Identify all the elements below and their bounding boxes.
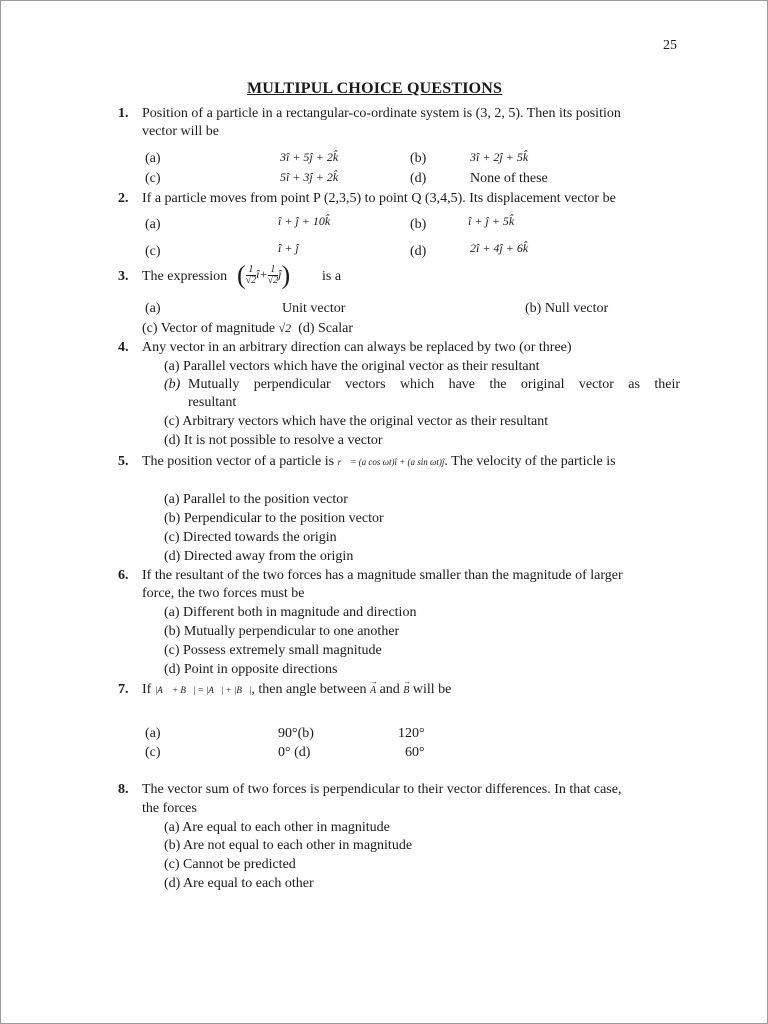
- option-value: 2î + 4ĵ + 6k̂: [470, 241, 529, 255]
- fraction-denominator: √2: [245, 274, 257, 286]
- option-text: (d) Scalar: [298, 321, 353, 336]
- option-label: (a): [145, 217, 161, 232]
- option-value: (b) Null vector: [525, 301, 609, 316]
- question-text: Position of a particle in a rectangular-co-ordinate system is (3, 2, 5). Then its position: [142, 106, 621, 121]
- option-value: 90°(b): [278, 726, 314, 741]
- question-line: [142, 453, 616, 471]
- option-text: (a) Are equal to each other in magnitude: [164, 820, 390, 835]
- option-label: (c): [145, 745, 161, 760]
- question-number: 7.: [118, 682, 129, 697]
- option-label-text: (b): [164, 377, 181, 392]
- option-value: 3î + 2ĵ + 5k̂: [470, 150, 529, 164]
- option-text: (c) Directed towards the origin: [164, 530, 337, 545]
- question-number: 6.: [118, 568, 129, 583]
- question-text: If: [142, 682, 152, 697]
- option-text: (b) Mutually perpendicular to one another: [164, 624, 400, 639]
- question-text: The expression: [142, 269, 228, 284]
- vector-a: → A: [370, 682, 376, 699]
- option-text: (a) Parallel vectors which have the original vector as their resultant: [164, 359, 540, 374]
- option-label: (c): [145, 244, 161, 259]
- question-number: 2.: [118, 191, 129, 206]
- page-number: 25: [663, 38, 677, 53]
- position-vector-formula: r⃗ = (a cos ωt)î + (a sin ωt)ĵ: [337, 457, 445, 467]
- question-text: will be: [412, 682, 452, 697]
- question-text: force, the two forces must be: [142, 586, 305, 601]
- page-title: MULTIPUL CHOICE QUESTIONS: [247, 80, 503, 97]
- question-number: 3.: [118, 269, 129, 284]
- question-text: The vector sum of two forces is perpendicular to their vector differences. In that case,: [142, 782, 622, 797]
- option-value: Unit vector: [282, 301, 346, 316]
- question-text: If a particle moves from point P (2,3,5) to point Q (3,4,5). Its displacement vector be: [142, 191, 616, 206]
- question-number: 5.: [118, 454, 129, 469]
- question-line: [142, 681, 451, 699]
- option-text: (d) Are equal to each other: [164, 876, 314, 891]
- option-value: 0° (d): [278, 745, 311, 760]
- option-text: (b) Are not equal to each other in magnitude: [164, 838, 413, 853]
- option-text: (a) Different both in magnitude and direction: [164, 605, 417, 620]
- option-label: (b): [410, 151, 427, 166]
- option-text: (d) Point in opposite directions: [164, 662, 338, 677]
- option-value: î + ĵ: [278, 241, 299, 255]
- option-value: 3î + 5ĵ + 2k̂: [280, 150, 339, 164]
- option-text: resultant: [188, 395, 237, 410]
- option-value: 120°: [398, 726, 425, 741]
- option-text: (b) Perpendicular to the position vector: [164, 511, 384, 526]
- option-value: 5î + 3ĵ + 2k̂: [280, 170, 339, 184]
- option-label: (b): [410, 217, 427, 232]
- option-value: î + ĵ + 5k̂: [468, 214, 515, 228]
- question-text: and: [379, 682, 400, 697]
- option-label: (a): [145, 726, 161, 741]
- question-text: If the resultant of the two forces has a magnitude smaller than the magnitude of larger: [142, 568, 623, 583]
- option-text: (d) Directed away from the origin: [164, 549, 354, 564]
- option-label: [164, 376, 180, 393]
- expression: ( $\frac{1}{√2}$ î+ $\frac{1}{√2}$ ĵ): [237, 260, 291, 290]
- question-text: Any vector in an arbitrary direction can always be replaced by two (or three): [142, 340, 572, 355]
- question-number: 8.: [118, 782, 129, 797]
- option-text: (c) Arbitrary vectors which have the original vector as their resultant: [164, 414, 549, 429]
- option-label: (d): [410, 244, 427, 259]
- plus-sign: +: [259, 267, 268, 281]
- option-value: 60°: [405, 745, 425, 760]
- option-text: Mutually perpendicular vectors which have the original vector as their: [188, 377, 680, 392]
- question-text: , then angle between: [251, 682, 367, 697]
- option-line: [142, 320, 353, 337]
- option-value: None of these: [470, 171, 548, 186]
- unit-j: ĵ: [278, 267, 282, 281]
- option-text: (d) It is not possible to resolve a vector: [164, 433, 383, 448]
- root-value: √2: [278, 321, 292, 335]
- question-text: vector will be: [142, 124, 219, 139]
- option-label: (d): [410, 171, 427, 186]
- option-label: (c): [145, 171, 161, 186]
- question-text: The position vector of a particle is: [142, 454, 335, 469]
- option-text: (c) Vector of magnitude: [142, 321, 276, 336]
- question-text: the forces: [142, 801, 197, 816]
- vector-b: → B: [403, 682, 409, 699]
- option-text: (a) Parallel to the position vector: [164, 492, 348, 507]
- fraction-numerator: 1: [246, 265, 257, 276]
- option-text: (c) Possess extremely small magnitude: [164, 643, 382, 658]
- question-number: 4.: [118, 340, 129, 355]
- fraction-numerator: 1: [268, 265, 279, 276]
- unit-i: î: [256, 267, 260, 281]
- option-value: î + ĵ + 10k̂: [278, 214, 331, 228]
- magnitude-equation: |A⃗ + B⃗| = |A⃗| + |B⃗|: [154, 685, 252, 695]
- question-number: 1.: [118, 106, 129, 121]
- option-label: (a): [145, 151, 161, 166]
- option-label: (a): [145, 301, 161, 316]
- question-text: is a: [322, 269, 342, 284]
- question-text: . The velocity of the particle is: [444, 454, 616, 469]
- option-text: (c) Cannot be predicted: [164, 857, 296, 872]
- fraction-denominator: √2: [267, 274, 279, 286]
